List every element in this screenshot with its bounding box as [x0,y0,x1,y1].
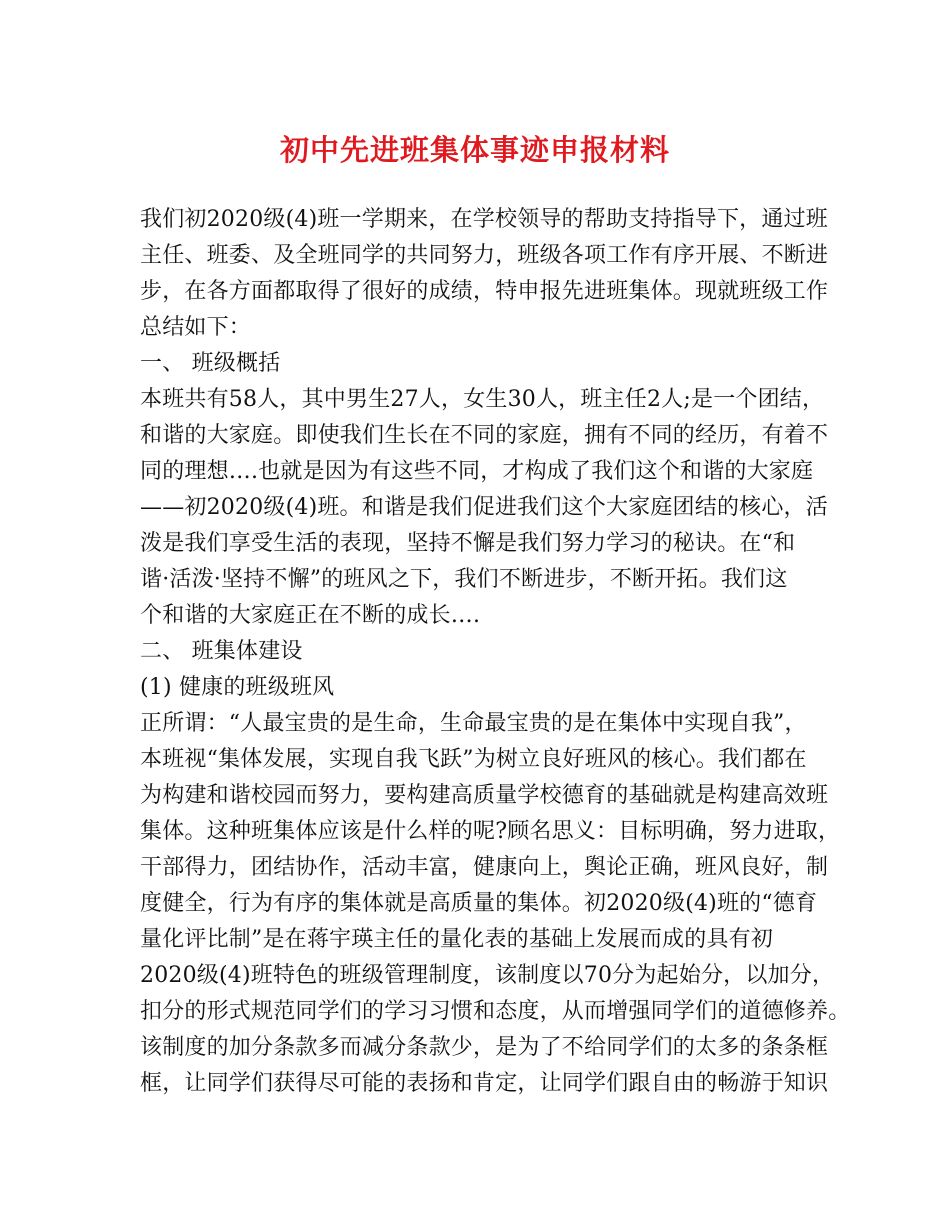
body-line: 谐·活泼·坚持不懈”的班风之下，我们不断进步，不断开拓。我们这 [140,567,788,592]
body-line: 为构建和谐校园而努力，要构建高质量学校德育的基础就是构建高效班 [140,783,829,808]
body-line: 总结如下： [140,315,252,340]
body-line: 正所谓：“人最宝贵的是生命，生命最宝贵的是在集体中实现自我”， [140,711,807,736]
body-line: 个和谐的大家庭正在不断的成长…. [140,603,481,628]
body-line: 该制度的加分条款多而减分条款少，是为了不给同学们的太多的条条框 [140,1035,829,1060]
body-line: 度健全，行为有序的集体就是高质量的集体。初2020级(4)班的“德育 [140,891,818,916]
body-line: 干部得力，团结协作，活动丰富，健康向上，舆论正确，班风良好，制 [140,855,829,880]
body-line: 我们初2020级(4)班一学期来，在学校领导的帮助支持指导下，通过班 [140,207,828,232]
body-line: 和谐的大家庭。即使我们生长在不同的家庭，拥有不同的经历，有着不 [140,423,829,448]
body-line: ——初2020级(4)班。和谐是我们促进我们这个大家庭团结的核心，活 [140,495,828,520]
body-line: 量化评比制”是在蒋宇瑛主任的量化表的基础上发展而成的具有初 [140,927,774,952]
body-line: 扣分的形式规范同学们的学习习惯和态度，从而增强同学们的道德修养。 [140,999,851,1024]
section-heading-2: 二、 班集体建设 [140,639,303,664]
body-line: 主任、班委、及全班同学的共同努力，班级各项工作有序开展、不断进 [140,243,829,268]
subsection-heading: (1) 健康的班级班风 [140,675,335,700]
body-line: 框，让同学们获得尽可能的表扬和肯定，让同学们跟自由的畅游于知识 [140,1071,829,1096]
body-line: 步，在各方面都取得了很好的成绩，特申报先进班集体。现就班级工作 [140,279,829,304]
document-body [140,202,851,1102]
body-line: 本班视“集体发展，实现自我飞跃”为树立良好班风的核心。我们都在 [140,747,807,772]
body-line: 同的理想….也就是因为有这些不同，才构成了我们这个和谐的大家庭 [140,459,814,484]
body-line: 集体。这种班集体应该是什么样的呢?顾名思义：目标明确，努力进取， [140,819,841,844]
body-line: 本班共有58人，其中男生27人，女生30人，班主任2人;是一个团结， [140,387,825,412]
document-title: 初中先进班集体事迹申报材料 [279,133,670,167]
body-line: 泼是我们享受生活的表现，坚持不懈是我们努力学习的秘诀。在“和 [140,531,796,556]
body-line: 2020级(4)班特色的班级管理制度，该制度以70分为起始分，以加分， [140,963,835,988]
section-heading-1: 一、 班级概括 [140,351,281,376]
